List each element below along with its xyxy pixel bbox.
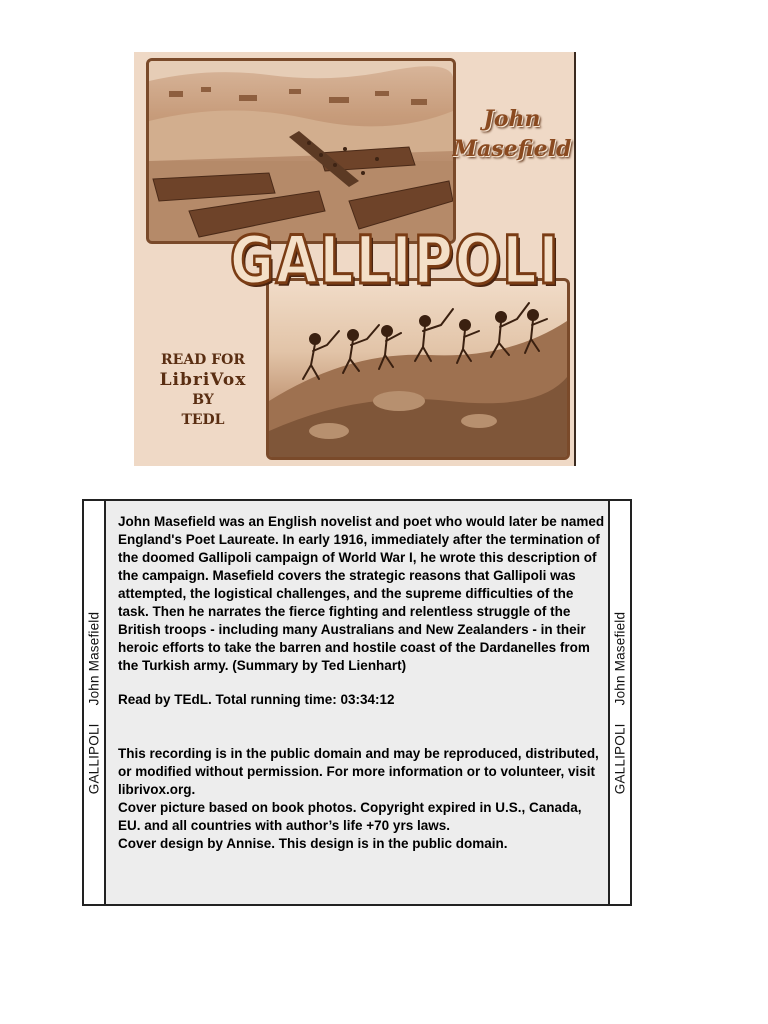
battle-photo-illustration: [269, 281, 567, 457]
right-spine: [608, 501, 630, 904]
cover-author: John Masefield: [452, 106, 572, 162]
spine-title: GALLIPOLI: [86, 722, 102, 794]
cover-credit-text: Cover picture based on book photos. Copyright expired in U.S., Canada, EU. and all countries with author’s life +70 yrs laws.: [118, 800, 582, 833]
harbor-photo-illustration: [149, 61, 453, 241]
public-domain-text: This recording is in the public domain and may be reproduced, distributed, or modified without permission. For more information or to volunteer, visit librivox.org.: [118, 746, 599, 797]
design-credit-text: Cover design by Annise. This design is in the public domain.: [118, 836, 508, 851]
cover-art: [134, 52, 576, 466]
librivox-logo: LibriVox: [159, 370, 247, 390]
spine-text: [613, 611, 628, 793]
cover-reader-line: TEDL: [181, 412, 225, 428]
battle-photo: [266, 278, 570, 460]
spine-author: John Masefield: [86, 611, 102, 705]
cover-reader-credit: [148, 350, 258, 430]
spine-title: GALLIPOLI: [612, 722, 628, 794]
harbor-photo: [146, 58, 456, 244]
cover-reader-line: READ FOR: [161, 352, 245, 368]
cover-reader-line: BY: [192, 392, 214, 408]
case-insert: [82, 499, 632, 906]
left-spine: [84, 501, 106, 904]
cover-title: GALLIPOLI: [229, 222, 561, 299]
spine-author: John Masefield: [612, 611, 628, 705]
spine-text: [87, 611, 102, 793]
insert-body: [118, 513, 606, 853]
read-by-text: Read by TEdL. Total running time: 03:34:12: [118, 692, 395, 707]
summary-text: John Masefield was an English novelist and poet who would later be named England's Poet Laureate. In early 1916, immediately after the termination of the doomed Gallipoli campaign of World War I, he wrote this description of the campaign. Masefield covers the strategic reasons that Gallipoli was attempted, the logistical challenges, and the supreme difficulties of the task. Then he narrates the fierce fighting and relentless struggle of the British troops - including many Australians and New Zealanders - in their heroic efforts to take the barren and hostile coast of the Dardanelles from the Turkish army. (Summary by Ted Lienhart): [118, 514, 605, 673]
